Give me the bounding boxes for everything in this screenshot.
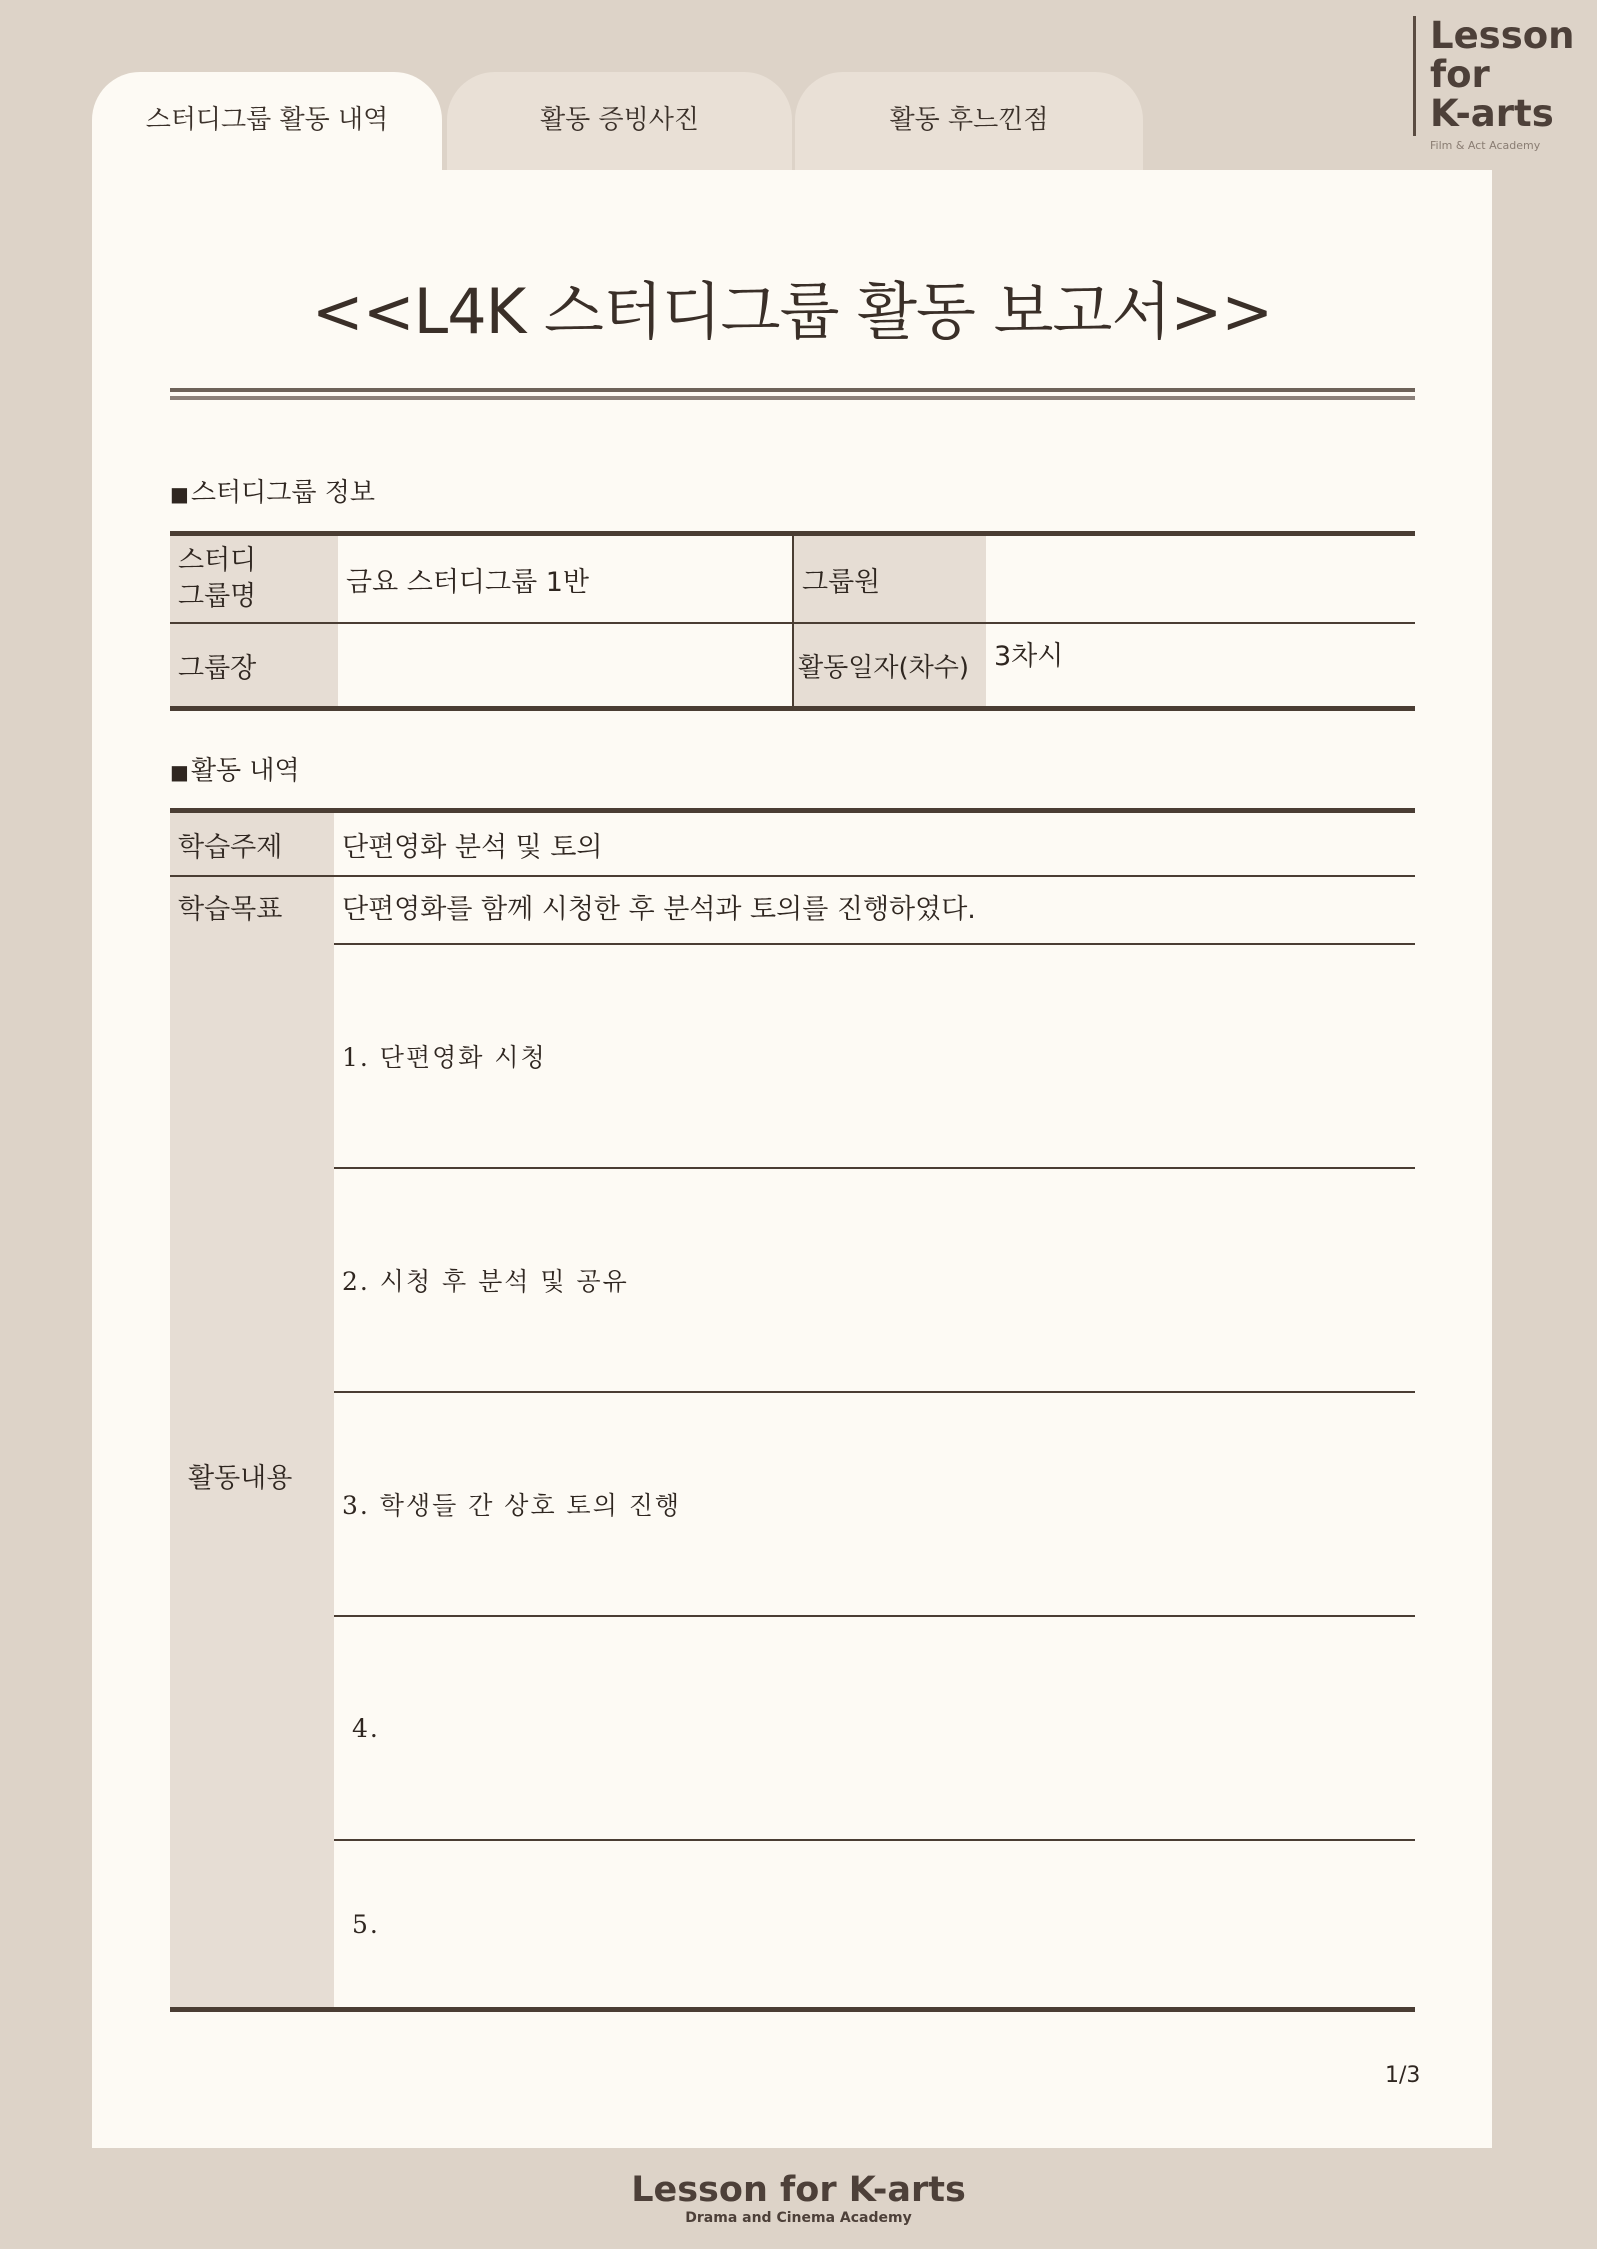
page-number: 1/3	[1385, 2063, 1421, 2088]
info-section-heading	[170, 472, 375, 509]
logo-line: K-arts	[1430, 92, 1554, 135]
activity-item: 5.	[352, 1909, 380, 1939]
activity-item: 1. 단편영화 시청	[334, 944, 1415, 1168]
tab-label: 활동 후느낀점	[889, 104, 1049, 135]
logo-subtitle: Drama and Cinema Academy	[685, 2210, 912, 2226]
document-title: <<L4K 스터디그룹 활동 보고서>>	[311, 275, 1273, 348]
logo-line: Lesson	[1430, 14, 1575, 57]
goal-value: 단편영화를 함께 시청한 후 분석과 토의를 진행하였다.	[334, 876, 1415, 944]
logo-line: for	[1430, 53, 1490, 96]
logo-subtitle: Film & Act Academy	[1430, 139, 1541, 152]
content-label: 활동내용	[170, 944, 334, 2010]
tab-reflections[interactable]	[795, 72, 1143, 172]
activity-item: 2. 시청 후 분석 및 공유	[334, 1168, 1415, 1392]
brand-logo-bottom	[0, 2170, 1597, 2226]
members-value	[986, 534, 1415, 624]
tab-evidence-photos[interactable]	[447, 72, 792, 172]
section-heading-text: 활동 내역	[190, 756, 300, 786]
tab-label: 스터디그룹 활동 내역	[145, 104, 389, 135]
members-label: 그룹원	[793, 534, 986, 624]
group-info-table	[170, 531, 1415, 711]
leader-label: 그룹장	[170, 623, 338, 709]
bullet-square-icon: ■	[170, 760, 189, 784]
group-name-value: 금요 스터디그룹 1반	[338, 534, 793, 624]
topic-label: 학습주제	[170, 811, 334, 877]
activity-item: 4.	[334, 1616, 1415, 1840]
goal-label: 학습목표	[170, 876, 334, 944]
section-heading-text: 스터디그룹 정보	[190, 478, 375, 508]
brand-logo-top	[1413, 14, 1575, 152]
title-divider	[170, 388, 1415, 392]
activity-table	[170, 808, 1415, 2012]
activity-date-value: 3차시	[994, 641, 1064, 672]
tab-activity-history[interactable]	[92, 72, 442, 172]
tab-label: 활동 증빙사진	[540, 104, 699, 135]
logo-text: Lesson for K-arts	[631, 2170, 966, 2210]
activity-section-heading	[170, 750, 300, 787]
activity-item: 3. 학생들 간 상호 토의 진행	[334, 1392, 1415, 1616]
group-name-label: 스터디 그룹명	[170, 534, 338, 624]
leader-value	[338, 623, 793, 709]
activity-date-label: 활동일자(차수)	[793, 623, 986, 709]
topic-value: 단편영화 분석 및 토의	[334, 811, 1415, 877]
title-divider	[170, 396, 1415, 400]
bullet-square-icon: ■	[170, 482, 189, 506]
